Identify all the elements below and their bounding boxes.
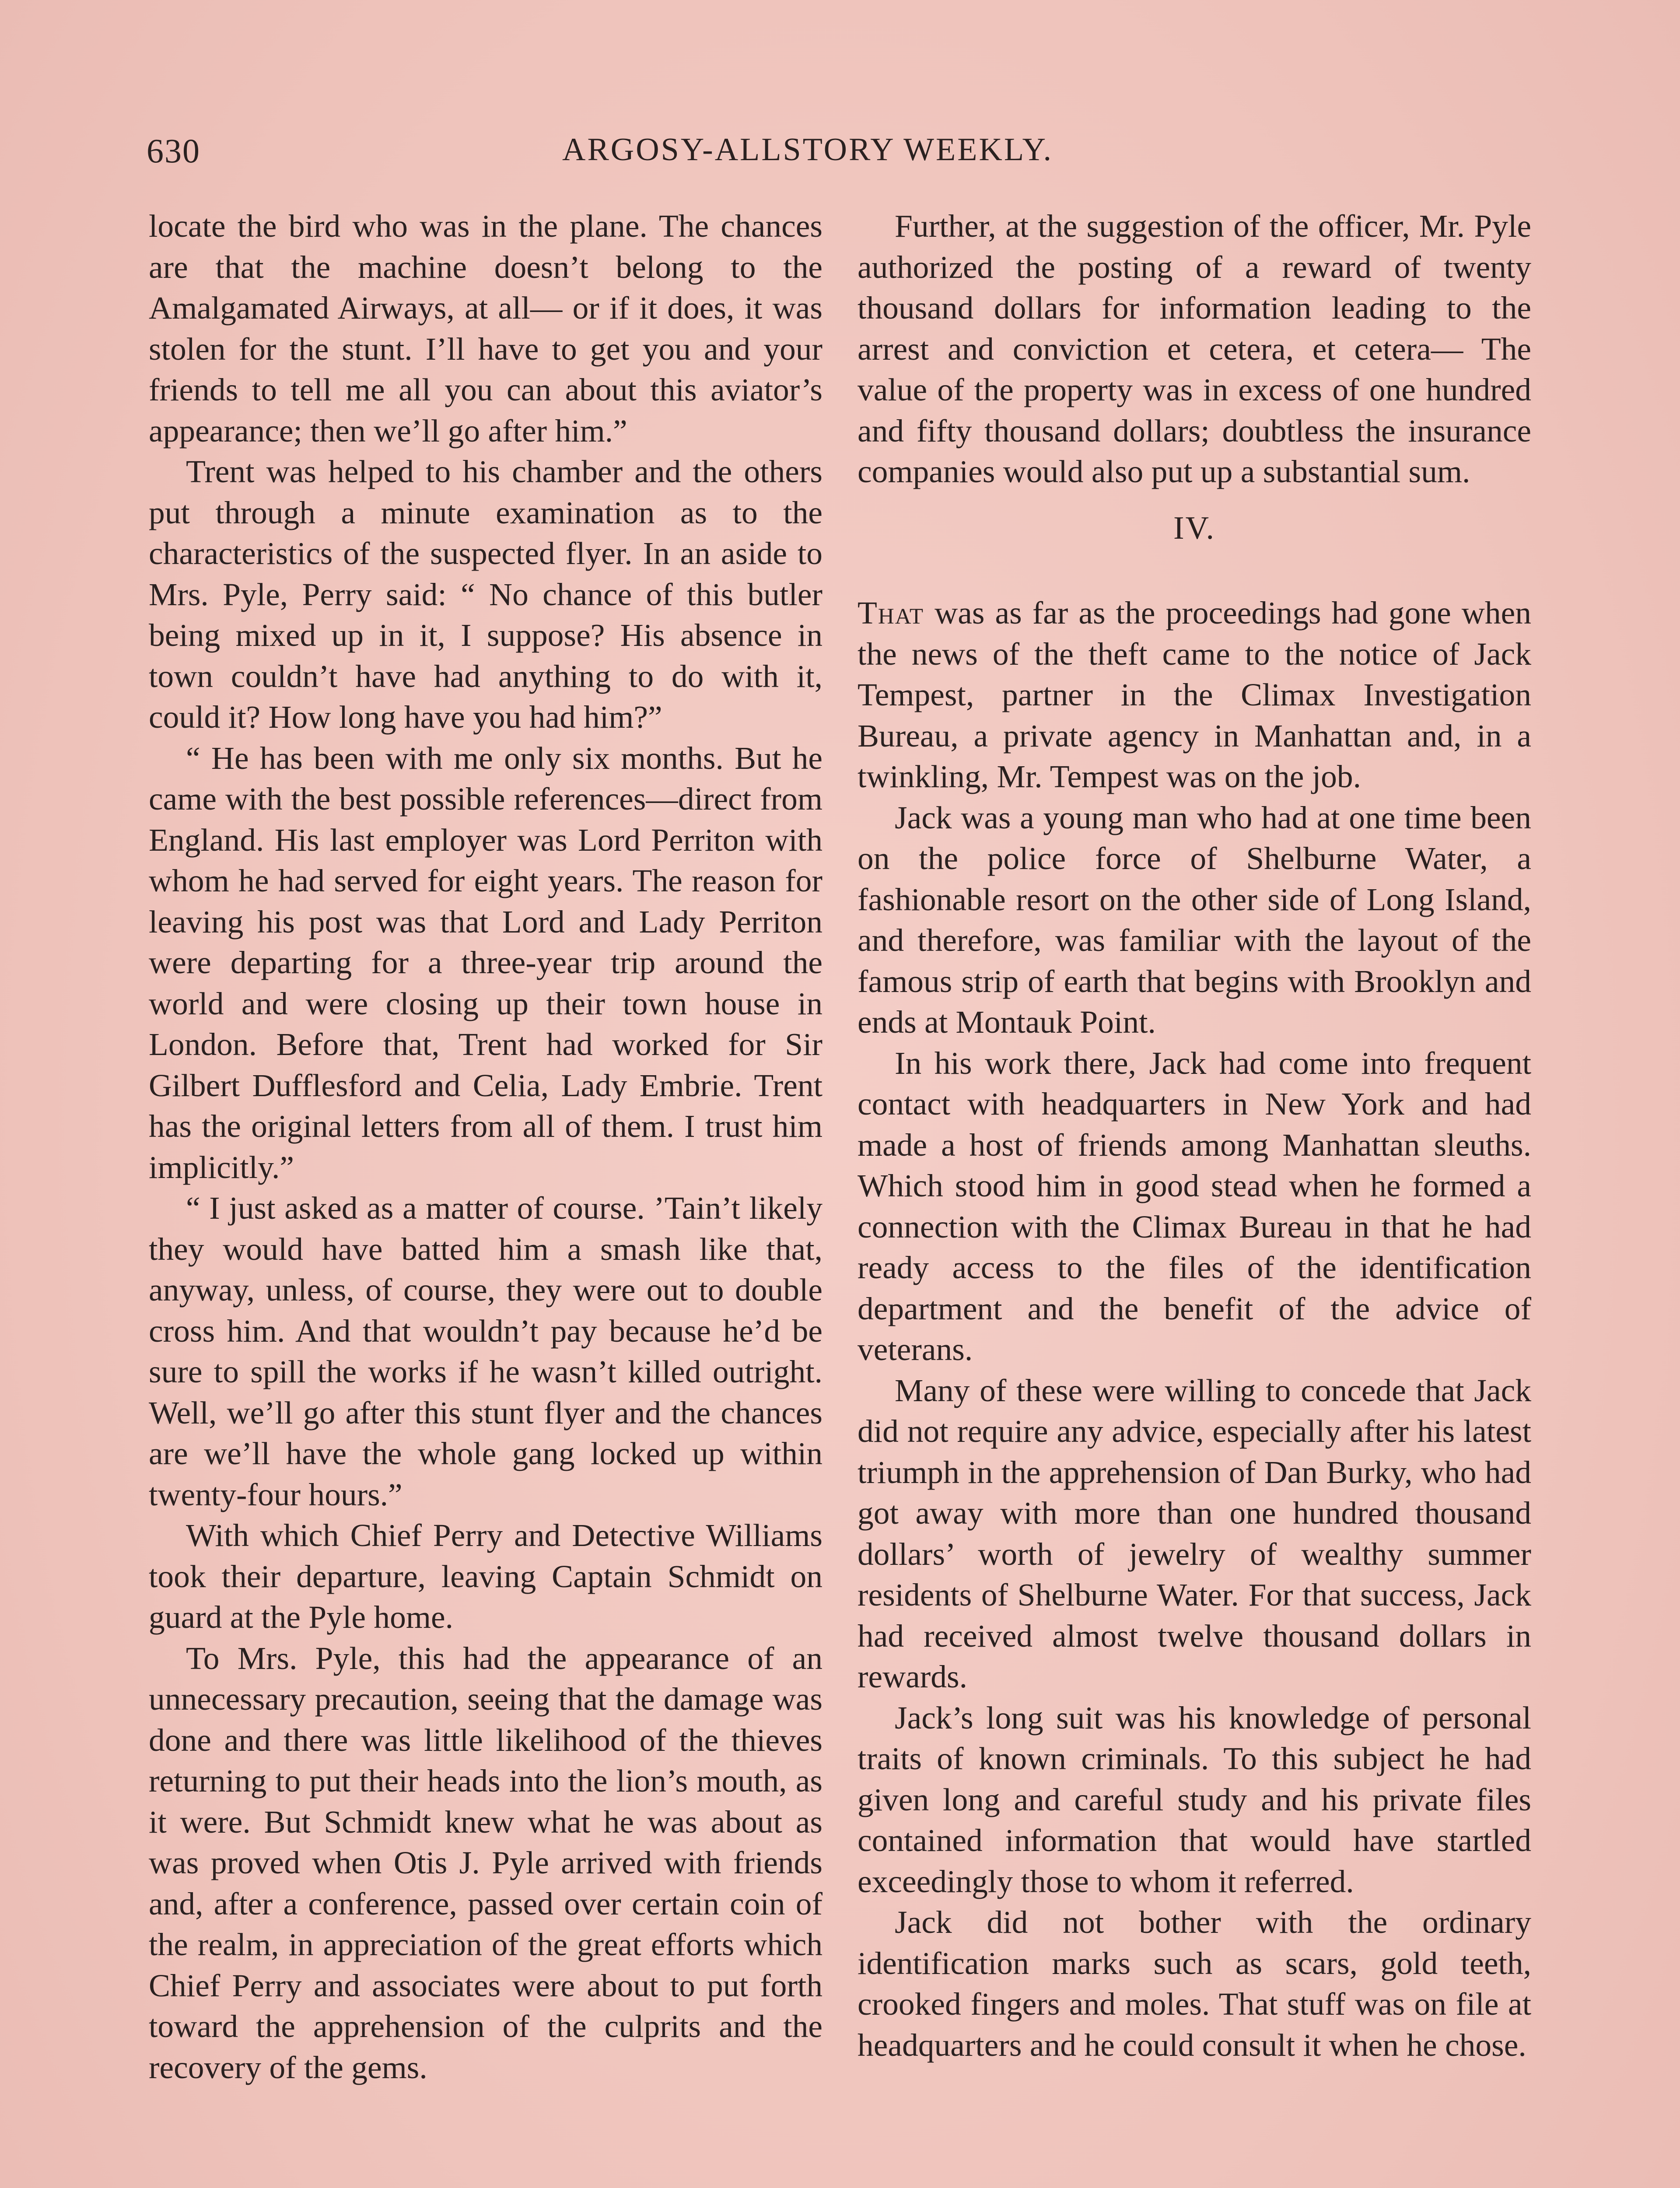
paragraph: locate the bird who was in the plane. The chances are that the machine doesn’t belong to the Amalgamated Airways, at all— or if it does, it was stolen for the stunt. I’ll have to get you and your friends to tell me all you can about this aviator’s appearance; then we’ll go after him.”: [149, 208, 822, 449]
section-opening-paragraph: [858, 593, 1531, 797]
paragraph: Jack’s long suit was his knowledge of personal traits of known criminals. To this subject he had given long and careful study and his private files contained information that would have startled exceedingly those to whom it referred.: [858, 1700, 1531, 1899]
section-heading: IV.: [1173, 510, 1216, 546]
page-number: 630: [147, 132, 200, 170]
page-header: [147, 131, 1157, 179]
paragraph: With which Chief Perry and Detective Williams took their departure, leaving Captain Schmidt on guard at the Pyle home.: [149, 1518, 822, 1635]
paragraph: To Mrs. Pyle, this had the appearance of an unnecessary precaution, seeing that the damage was done and there was little likelihood of the thieves returning to put their heads into the lion’s mouth, as it were. But Schmidt knew what he was about as was proved when Otis J. Pyle arrived with friends and, after a conference, passed over certain coin of the realm, in appreciation of the great efforts which Chief Perry and associates were about to put forth toward the apprehension of the culprits and the recovery of the gems.: [149, 1640, 822, 2085]
paragraph: “ I just asked as a matter of course. ’Tain’t likely they would have batted him a smash like that, anyway, unless, of course, they were out to double cross him. And that wouldn’t pay because he’d be sure to spill the works if he wasn’t killed outright. Well, we’ll go after this stunt flyer and the chances are we’ll have the whole gang locked up within twenty-four hours.”: [149, 1190, 822, 1512]
paragraph: Further, at the suggestion of the officer, Mr. Pyle authorized the posting of a reward of twenty thousand dollars for information leading to the arrest and conviction et cetera, et cetera— The value of the property was in excess of one hundred and fifty thousand dollars; doubtless the insurance companies would also put up a substantial sum.: [858, 208, 1531, 489]
opening-word: That: [858, 595, 924, 631]
paragraph: Trent was helped to his chamber and the others put through a minute examination as to the characteristics of the suspected flyer. In an aside to Mrs. Pyle, Perry said: “ No chance of this butler being mixed up in it, I suppose? His absence in town couldn’t have had anything to do with it, could it? How long have you had him?”: [149, 454, 822, 735]
paragraph: Many of these were willing to concede that Jack did not require any advice, especially after his latest triumph in the apprehension of Dan Burky, who had got away with more than one hundred thousand dollars’ worth of jewelry of wealthy summer residents of Shelburne Water. For that success, Jack had received almost twelve thousand dollars in rewards.: [858, 1372, 1531, 1694]
right-column: [858, 206, 1531, 2065]
paragraph: In his work there, Jack had come into frequent contact with headquarters in New York and had made a host of friends among Manhattan sleuths. Which stood him in good stead when he formed a connection with the Climax Bureau in that he had ready access to the files of the identification department and the benefit of the advice of veterans.: [858, 1045, 1531, 1367]
paragraph: “ He has been with me only six months. But he came with the best possible references—direct from England. His last employer was Lord Perriton with whom he had served for eight years. The reason for leaving his post was that Lord and Lady Perriton were departing for a three-year trip around the world and were closing up their town house in London. Before that, Trent had worked for Sir Gilbert Dufflesford and Celia, Lady Embrie. Trent has the original letters from all of them. I trust him implicitly.”: [149, 740, 822, 1185]
paragraph: Jack was a young man who had at one time been on the police force of Shelburne Water, a fashionable resort on the other side of Long Island, and therefore, was familiar with the layout of the famous strip of earth that begins with Brooklyn and ends at Montauk Point.: [858, 799, 1531, 1040]
opening-text: was as far as the proceedings had gone when the news of the theft came to the notice of Jack Tempest, partner in the Climax Investigation Bureau, a private agency in Manhattan and, in a twinkling, Mr. Tempest was on the job.: [858, 595, 1531, 794]
paragraph: Jack did not bother with the ordinary identification marks such as scars, gold teeth, crooked fingers and moles. That stuff was on file at headquarters and he could consult it when he chose.: [858, 1904, 1531, 2063]
running-title: ARGOSY-ALLSTORY WEEKLY.: [562, 132, 1054, 168]
left-column: [149, 206, 822, 2088]
